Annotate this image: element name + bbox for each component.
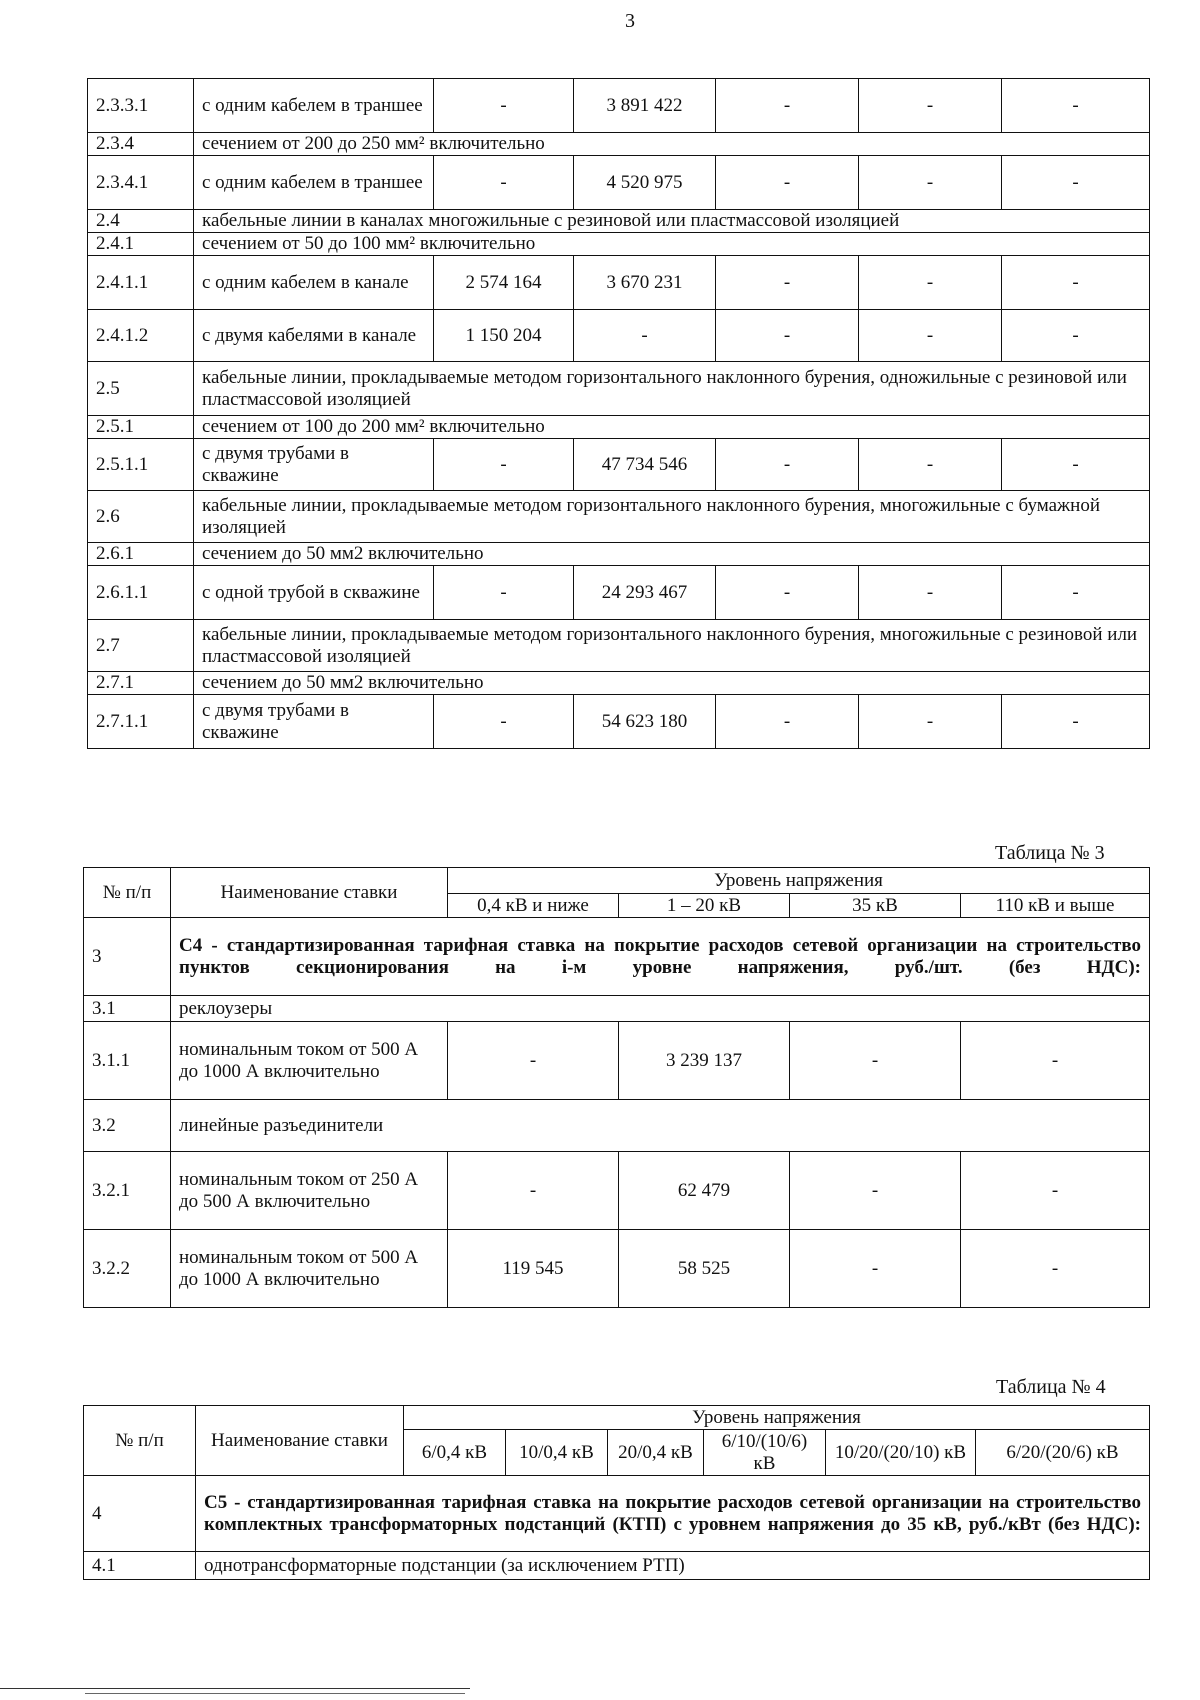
section-heading: реклоузеры — [171, 996, 1150, 1022]
rate-value: 1 150 204 — [434, 310, 574, 362]
rate-value: - — [716, 256, 859, 310]
rate-value: - — [859, 256, 1002, 310]
row-number: 3.1 — [84, 996, 171, 1022]
section-heading: кабельные линии в каналах многожильные с резиновой или пластмассовой изоляцией — [194, 210, 1150, 233]
row-number: 2.7 — [88, 620, 194, 672]
rate-name: с одной трубой в скважине — [194, 566, 434, 620]
section-heading: кабельные линии, прокладываемые методом горизонтального наклонного бурения, многожильные с резиновой или пластмассовой изоляцией — [194, 620, 1150, 672]
header-rate-name: Наименование ставки — [196, 1406, 404, 1476]
rate-value: 58 525 — [619, 1230, 790, 1308]
table-row — [84, 1476, 1150, 1552]
rate-value: - — [716, 566, 859, 620]
header-level: 20/0,4 кВ — [608, 1430, 704, 1476]
rate-name: с двумя кабелями в канале — [194, 310, 434, 362]
table-row — [88, 156, 1150, 210]
row-number: 2.7.1 — [88, 672, 194, 695]
section-heading: сечением до 50 мм2 включительно — [194, 672, 1150, 695]
table-4-caption: Таблица № 4 — [996, 1376, 1106, 1398]
rate-value: - — [790, 1230, 961, 1308]
table-row — [88, 543, 1150, 566]
rate-value: - — [434, 566, 574, 620]
rate-name: с одним кабелем в канале — [194, 256, 434, 310]
rate-value: - — [961, 1152, 1150, 1230]
rate-value: - — [859, 439, 1002, 491]
table-row — [88, 133, 1150, 156]
row-number: 2.5.1 — [88, 416, 194, 439]
section-heading: сечением от 100 до 200 мм² включительно — [194, 416, 1150, 439]
rate-value: - — [790, 1022, 961, 1100]
header-level: 6/10/(10/6) кВ — [704, 1430, 826, 1476]
rate-title: С5 - стандартизированная тарифная ставка на покрытие расходов сетевой организации на строительство комплектных трансформаторных подстанций (КТП) с уровнем напряжения до 35 кВ, руб./кВт (без НДС): — [196, 1476, 1150, 1552]
header-level: 10/20/(20/10) кВ — [826, 1430, 976, 1476]
row-number: 3.2 — [84, 1100, 171, 1152]
table-row — [84, 1230, 1150, 1308]
section-heading: кабельные линии, прокладываемые методом горизонтального наклонного бурения, одножильные с резиновой или пластмассовой изоляцией — [194, 362, 1150, 416]
rate-value: - — [790, 1152, 961, 1230]
rate-value: - — [716, 439, 859, 491]
header-level: 1 – 20 кВ — [619, 894, 790, 918]
transformer-substations-table — [83, 1405, 1150, 1580]
rate-value: - — [434, 439, 574, 491]
header-level: 35 кВ — [790, 894, 961, 918]
table-row — [88, 416, 1150, 439]
header-level: 110 кВ и выше — [961, 894, 1150, 918]
rate-value: - — [859, 156, 1002, 210]
section-heading: кабельные линии, прокладываемые методом горизонтального наклонного бурения, многожильные с бумажной изоляцией — [194, 491, 1150, 543]
row-number: 2.4.1.1 — [88, 256, 194, 310]
section-heading: однотрансформаторные подстанции (за исключением РТП) — [196, 1552, 1150, 1580]
row-number: 3 — [84, 918, 171, 996]
table-row — [88, 491, 1150, 543]
row-number: 2.4 — [88, 210, 194, 233]
rate-name: с одним кабелем в траншее — [194, 156, 434, 210]
rate-value: - — [716, 695, 859, 749]
row-number: 2.3.4.1 — [88, 156, 194, 210]
header-number: № п/п — [84, 1406, 196, 1476]
rate-value: 4 520 975 — [574, 156, 716, 210]
table-row — [84, 1152, 1150, 1230]
table-row — [84, 996, 1150, 1022]
rate-title: С4 - стандартизированная тарифная ставка на покрытие расходов сетевой организации на строительство пунктов секционирования на i-м уровне напряжения, руб./шт. (без НДС): — [171, 918, 1150, 996]
row-number: 3.1.1 — [84, 1022, 171, 1100]
rate-value: - — [434, 695, 574, 749]
rate-name: с двумя трубами в скважине — [194, 695, 434, 749]
section-heading: сечением от 200 до 250 мм² включительно — [194, 133, 1150, 156]
section-heading: линейные разъединители — [171, 1100, 1150, 1152]
cable-lines-table — [87, 78, 1150, 749]
row-number: 2.7.1.1 — [88, 695, 194, 749]
row-number: 2.4.1 — [88, 233, 194, 256]
section-heading: сечением от 50 до 100 мм² включительно — [194, 233, 1150, 256]
row-number: 2.6.1 — [88, 543, 194, 566]
rate-value: - — [859, 79, 1002, 133]
table-row — [88, 210, 1150, 233]
rate-name: номинальным током от 250 А до 500 А включительно — [171, 1152, 448, 1230]
rate-value: 62 479 — [619, 1152, 790, 1230]
rate-value: - — [434, 156, 574, 210]
row-number: 2.3.4 — [88, 133, 194, 156]
row-number: 4.1 — [84, 1552, 196, 1580]
rate-name: номинальным током от 500 А до 1000 А включительно — [171, 1230, 448, 1308]
rate-value: - — [716, 79, 859, 133]
rate-value: - — [1002, 156, 1150, 210]
header-level: 6/20/(20/6) кВ — [976, 1430, 1150, 1476]
table-row — [88, 566, 1150, 620]
rate-value: - — [434, 79, 574, 133]
rate-value: - — [1002, 566, 1150, 620]
table-3-caption: Таблица № 3 — [995, 842, 1105, 864]
row-number: 2.6.1.1 — [88, 566, 194, 620]
header-level: 10/0,4 кВ — [506, 1430, 608, 1476]
rate-value: - — [448, 1022, 619, 1100]
table-row — [88, 256, 1150, 310]
row-number: 2.5 — [88, 362, 194, 416]
table-row — [88, 310, 1150, 362]
rate-value: 47 734 546 — [574, 439, 716, 491]
rate-name: с двумя трубами в скважине — [194, 439, 434, 491]
table-row — [88, 362, 1150, 416]
row-number: 2.6 — [88, 491, 194, 543]
table-row — [84, 1552, 1150, 1580]
rate-value: - — [716, 156, 859, 210]
rate-value: - — [716, 310, 859, 362]
row-number: 2.3.3.1 — [88, 79, 194, 133]
row-number: 2.4.1.2 — [88, 310, 194, 362]
row-number: 3.2.2 — [84, 1230, 171, 1308]
rate-value: - — [574, 310, 716, 362]
rate-value: - — [1002, 310, 1150, 362]
rate-value: - — [859, 310, 1002, 362]
table-row — [88, 439, 1150, 491]
rate-value: 24 293 467 — [574, 566, 716, 620]
table-row — [88, 695, 1150, 749]
rate-value: - — [1002, 79, 1150, 133]
footer-rule — [85, 1693, 465, 1694]
rate-value: - — [1002, 439, 1150, 491]
table-row — [88, 233, 1150, 256]
rate-name: номинальным током от 500 А до 1000 А включительно — [171, 1022, 448, 1100]
rate-value: 119 545 — [448, 1230, 619, 1308]
rate-value: - — [961, 1022, 1150, 1100]
header-level: 6/0,4 кВ — [404, 1430, 506, 1476]
row-number: 4 — [84, 1476, 196, 1552]
table-row — [88, 672, 1150, 695]
table-row — [84, 1022, 1150, 1100]
table-row — [88, 79, 1150, 133]
rate-value: 3 670 231 — [574, 256, 716, 310]
rate-value: - — [961, 1230, 1150, 1308]
rate-value: - — [859, 695, 1002, 749]
rate-value: 2 574 164 — [434, 256, 574, 310]
row-number: 2.5.1.1 — [88, 439, 194, 491]
rate-value: - — [859, 566, 1002, 620]
rate-value: 54 623 180 — [574, 695, 716, 749]
row-number: 3.2.1 — [84, 1152, 171, 1230]
header-rate-name: Наименование ставки — [171, 868, 448, 918]
rate-value: - — [1002, 256, 1150, 310]
rate-value: - — [1002, 695, 1150, 749]
footer-rule — [0, 1688, 470, 1689]
header-voltage-level: Уровень напряжения — [448, 868, 1150, 894]
rate-value: 3 891 422 — [574, 79, 716, 133]
section-heading: сечением до 50 мм2 включительно — [194, 543, 1150, 566]
rate-value: - — [448, 1152, 619, 1230]
header-number: № п/п — [84, 868, 171, 918]
header-voltage-level: Уровень напряжения — [404, 1406, 1150, 1430]
table-row — [84, 918, 1150, 996]
header-level: 0,4 кВ и ниже — [448, 894, 619, 918]
table-row — [88, 620, 1150, 672]
page-number: 3 — [625, 10, 635, 32]
rate-name: с одним кабелем в траншее — [194, 79, 434, 133]
rate-value: 3 239 137 — [619, 1022, 790, 1100]
sectioning-points-table — [83, 867, 1150, 1308]
table-row — [84, 1100, 1150, 1152]
